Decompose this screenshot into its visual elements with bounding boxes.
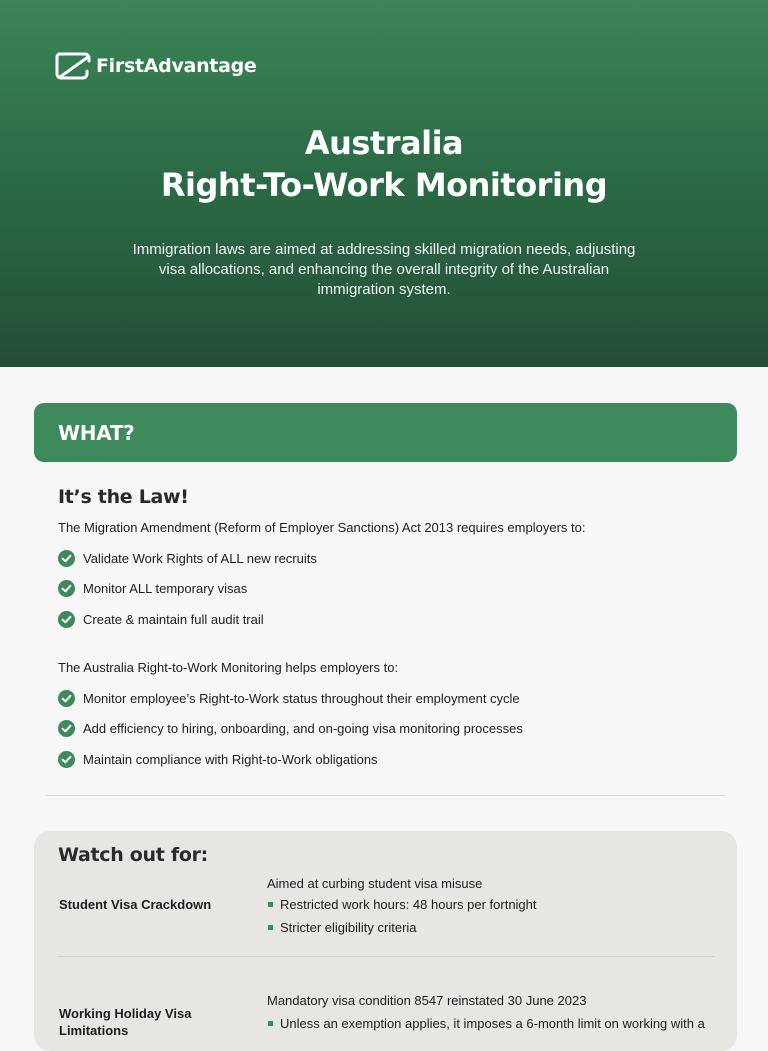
act-requirements-list: [58, 543, 317, 635]
watch-row-label: Working Holiday Visa Limitations: [59, 1006, 192, 1038]
list-item: [58, 604, 317, 635]
row-divider: [58, 956, 715, 957]
check-circle-icon: [58, 720, 75, 737]
what-section-title: WHAT?: [58, 421, 135, 445]
list-item-text: Maintain compliance with Right-to-Work obligations: [83, 751, 378, 767]
check-circle-icon: [58, 611, 75, 628]
watch-row-bullets: [267, 896, 707, 942]
check-circle-icon: [58, 690, 75, 707]
page-title: [0, 122, 768, 206]
monitoring-benefits-list: [58, 683, 523, 775]
bullet-item: [267, 896, 707, 913]
bullet-item: [267, 919, 707, 936]
hero-banner: [0, 0, 768, 367]
bullet-square-icon: [268, 1021, 273, 1026]
check-circle-icon: [58, 550, 75, 567]
check-circle-icon: [58, 580, 75, 597]
list-item: [58, 683, 523, 714]
watch-row-description: Aimed at curbing student visa misuse: [267, 876, 483, 891]
monitoring-intro-text: The Australia Right-to-Work Monitoring helps employers to:: [58, 660, 399, 675]
first-advantage-logo-icon: [55, 52, 91, 80]
title-line-country: Australia: [304, 124, 464, 162]
brand-logo[interactable]: [55, 52, 256, 80]
list-item-text: Add efficiency to hiring, onboarding, and on-going visa monitoring processes: [83, 721, 523, 737]
list-item: [58, 744, 523, 775]
watch-row-label: Student Visa Crackdown: [59, 897, 212, 912]
bullet-square-icon: [268, 925, 273, 930]
bullet-text: Stricter eligibility criteria: [280, 920, 417, 935]
list-item: [58, 714, 523, 745]
list-item: [58, 543, 317, 574]
list-item-text: Create & maintain full audit trail: [83, 611, 264, 627]
title-line-product: Right-To-Work Monitoring: [160, 166, 608, 204]
bullet-square-icon: [268, 902, 273, 907]
bullet-item: [267, 1015, 707, 1032]
list-item-text: Monitor ALL temporary visas: [83, 581, 248, 597]
hero-intro-text: Immigration laws are aimed at addressing skilled migration needs, adjusting visa allocations, and enhancing the overall integrity of the Australian immigration system.: [132, 241, 636, 298]
section-divider: [46, 795, 725, 796]
bullet-text: Unless an exemption applies, it imposes a 6-month limit on working with a: [280, 1016, 705, 1031]
watch-out-heading: Watch out for:: [58, 844, 208, 866]
list-item-text: Monitor employee’s Right-to-Work status throughout their employment cycle: [83, 690, 520, 706]
list-item-text: Validate Work Rights of ALL new recruits: [83, 550, 317, 566]
watch-out-card: [34, 831, 737, 1051]
bullet-text: Restricted work hours: 48 hours per fortnight: [280, 897, 537, 912]
law-heading: It’s the Law!: [58, 486, 189, 508]
act-intro-text: The Migration Amendment (Reform of Employer Sanctions) Act 2013 requires employers to:: [58, 520, 586, 535]
watch-row-description: Mandatory visa condition 8547 reinstated 30 June 2023: [267, 993, 587, 1008]
what-section-banner: [34, 403, 737, 462]
list-item: [58, 574, 317, 605]
brand-name: FirstAdvantage: [96, 55, 257, 77]
check-circle-icon: [58, 751, 75, 768]
